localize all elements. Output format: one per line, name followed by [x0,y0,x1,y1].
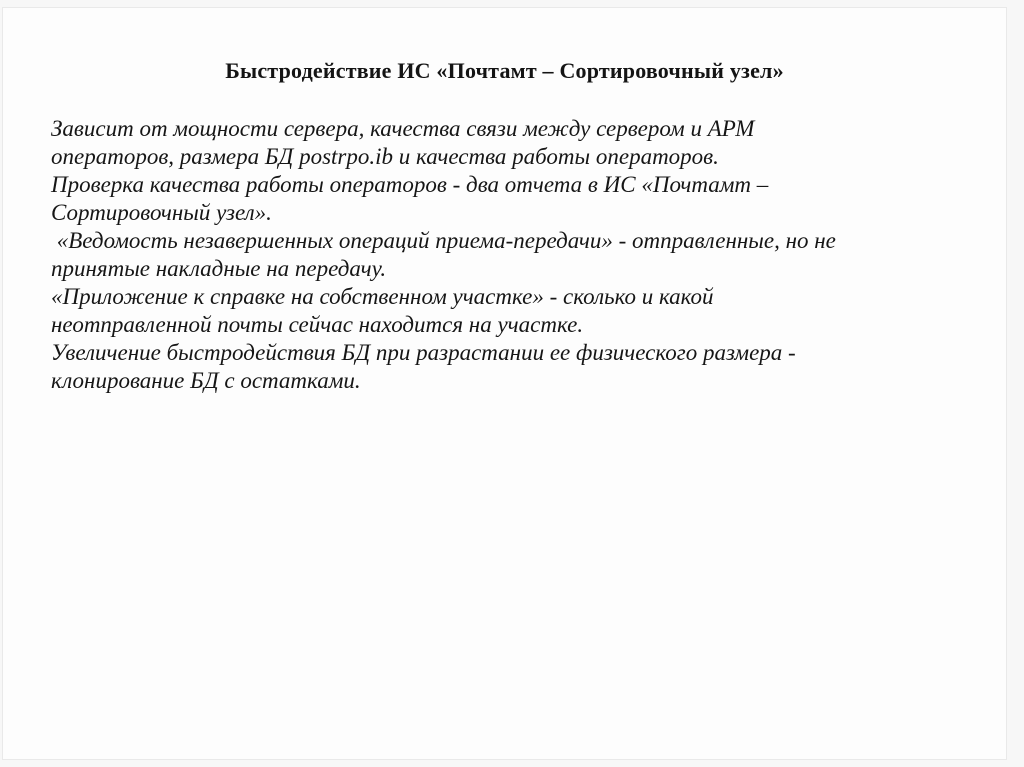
paragraph-vedomost-report [51,227,936,282]
text-line: Зависит от мощности сервера, качества связи между сервером и АРМ [51,116,755,141]
text-line: Проверка качества работы операторов - два отчета в ИС «Почтамт – [51,172,769,197]
slide-title: Быстродействие ИС «Почтамт – Сортировочный узел» [225,58,784,83]
text-line: «Ведомость незавершенных операций приема-передачи» - отправленные, но не [51,228,836,253]
paragraph-db-cloning [51,339,936,394]
slide-body [3,115,1006,394]
text-line: Сортировочный узел». [51,199,272,225]
presentation-slide [2,7,1007,760]
paragraph-prilozhenie-report [51,283,936,338]
text-line: операторов, размера БД postrpo.ib и качества работы операторов. [51,143,719,169]
text-line: «Приложение к справке на собственном участке» - сколько и какой [51,284,714,309]
text-line: принятые накладные на передачу. [51,255,387,281]
text-line: клонирование БД с остатками. [51,367,361,393]
paragraph-quality-check [51,171,936,226]
text-line: неотправленной почты сейчас находится на участке. [51,311,584,337]
text-line: Увеличение быстродействия БД при разрастании ее физического размера - [51,340,796,365]
paragraph-server-dependency [51,115,936,170]
